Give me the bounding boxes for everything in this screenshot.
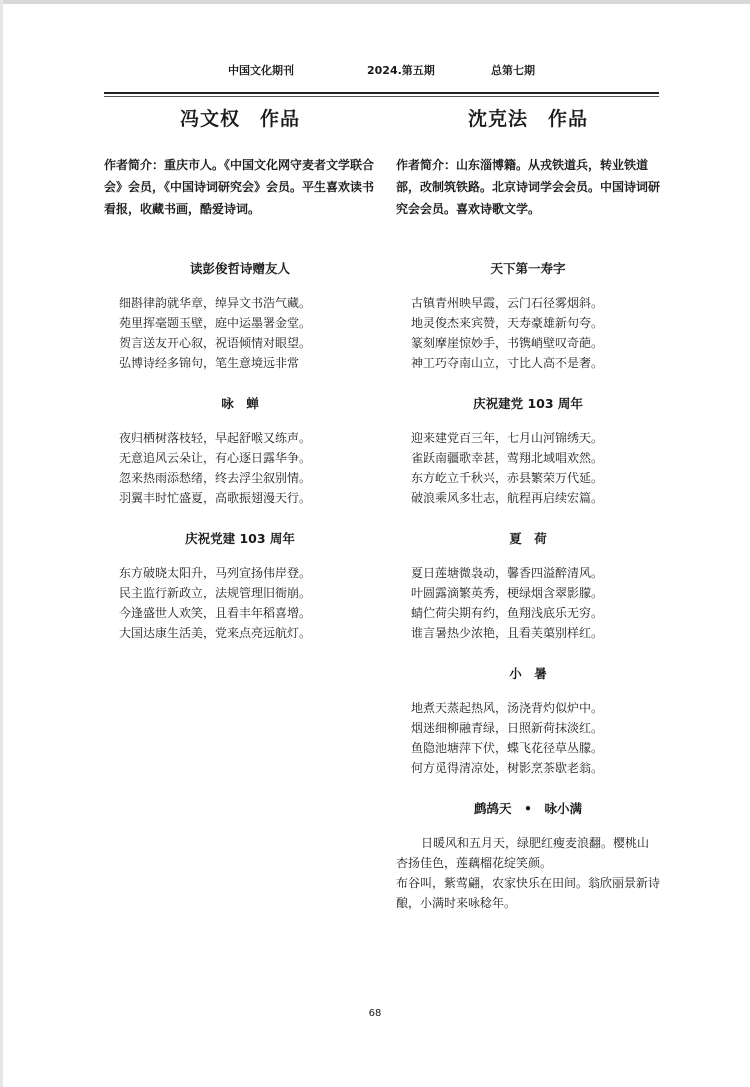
poem — [396, 664, 660, 778]
left-column — [104, 100, 376, 643]
header-rule-thin — [104, 96, 659, 97]
poem — [104, 259, 376, 373]
left-author-bio: 作者简介：重庆市人。《中国文化网守麦者文学联合会》会员，《中国诗词研究会》会员。平生喜欢读书看报，收藏书画，酷爱诗词。 — [104, 158, 375, 216]
poem-line: 谁言暑热少浓艳，且看芙蕖别样红。 — [411, 626, 604, 640]
poem-title: 读彭俊哲诗赠友人 — [189, 261, 290, 276]
poem-title: 庆祝党建 103 周年 — [185, 531, 295, 546]
volume-label: 总第七期 — [491, 64, 535, 77]
poem-body — [396, 563, 660, 643]
header-rule-thick — [104, 92, 659, 94]
poem-line: 地灵俊杰来宾赞，天寿豪雄新句夸。 — [411, 316, 604, 330]
poem-line: 无意追风云朵让，有心逐日露华争。 — [119, 451, 312, 465]
poem-line: 古镇青州映早霞，云门石径雾烟斜。 — [411, 296, 604, 310]
ci-poem — [396, 799, 660, 913]
poem-line: 细斟律韵就华章，绰异文书浩气藏。 — [119, 296, 312, 310]
left-author-title: 冯文权 作品 — [179, 108, 300, 130]
poem-line: 弘博诗经多锦句，笔生意境远非常 — [119, 356, 300, 370]
poem — [104, 394, 376, 508]
poem-line: 篆刻摩崖惊妙手，书镌峭壁叹奇葩。 — [411, 336, 604, 350]
poem-line: 蜻伫荷尖期有约，鱼翔浅底乐无穷。 — [411, 606, 604, 620]
poem-line: 鱼隐池塘萍下伏，蝶飞花径草丛朦。 — [411, 741, 604, 755]
poem — [396, 529, 660, 643]
poem-body — [396, 428, 660, 508]
right-column — [396, 100, 660, 913]
poem-body — [396, 698, 660, 778]
poem-title: 咏 蝉 — [221, 396, 259, 411]
poem — [396, 259, 660, 373]
poem-line: 贺言送友开心叙，祝语倾情对眼望。 — [119, 336, 312, 350]
issue-label: 2024.第五期 — [367, 64, 435, 77]
poem-body — [104, 563, 376, 643]
ci-stanza: 布谷叫，紫莺翩，农家快乐在田间。翁欣丽景新诗酿，小满时来咏稔年。 — [396, 876, 661, 910]
poem-line: 地煮天蒸起热风，汤浇背灼似炉中。 — [411, 701, 604, 715]
poem-line: 今逢盛世人欢笑，且看丰年稻喜增。 — [119, 606, 312, 620]
right-author-bio: 作者简介：山东淄博籍。从戎铁道兵，转业铁道部，改制筑铁路。北京诗词学会会员。中国诗词研究会会员。喜欢诗歌文学。 — [396, 158, 661, 216]
poem — [396, 394, 660, 508]
poem-title: 庆祝建党 103 周年 — [473, 396, 583, 411]
running-header — [0, 62, 750, 78]
page-left-edge — [0, 0, 3, 1087]
poem-line: 迎来建党百三年，七月山河锦绣天。 — [411, 431, 604, 445]
poem — [104, 529, 376, 643]
poem-title: 夏 荷 — [509, 531, 547, 546]
poem-line: 夏日莲塘微袅动，馨香四溢醉清风。 — [411, 566, 604, 580]
poem-line: 苑里挥毫题玉壁，庭中运墨署金堂。 — [119, 316, 312, 330]
poem-body — [104, 428, 376, 508]
poem-line: 羽翼丰时忙盛夏，高歌振翅漫天行。 — [119, 491, 312, 505]
page-top-edge — [0, 0, 750, 4]
page-number: 68 — [368, 1008, 382, 1019]
poem-line: 破浪乘风多壮志，航程再启续宏篇。 — [411, 491, 604, 505]
poem-line: 大国达康生活美，党来点亮远航灯。 — [119, 626, 312, 640]
poem-line: 神工巧夺南山立，寸比人高不是奢。 — [411, 356, 604, 370]
poem-line: 雀跃南疆歌幸甚，莺翔北域唱欢然。 — [411, 451, 604, 465]
poem-body — [104, 293, 376, 373]
poem-line: 东方破晓太阳升，马列宣扬伟岸登。 — [119, 566, 312, 580]
poem-line: 民主监行新政立，法规管理旧衙崩。 — [119, 586, 312, 600]
ci-title: 鹧鸪天 • 咏小满 — [474, 801, 582, 816]
poem-line: 叶圆露滴繁英秀，梗绿烟含翠影朦。 — [411, 586, 604, 600]
poem-body — [396, 293, 660, 373]
journal-name: 中国文化期刊 — [228, 64, 294, 77]
poem-title: 小 暑 — [509, 666, 547, 681]
ci-body — [396, 833, 660, 913]
poem-line: 何方觅得清凉处，树影烹茶歇老翁。 — [411, 761, 604, 775]
poem-line: 东方屹立千秋兴，赤县繁荣万代延。 — [411, 471, 604, 485]
ci-stanza: 日暖风和五月天，绿肥红瘦麦浪翻。樱桃山杏扬佳色，莲藕榴花绽笑颜。 — [396, 836, 650, 870]
poem-line: 烟迷细柳融青绿，日照新荷抹淡红。 — [411, 721, 604, 735]
poem-line: 忽来热雨添愁绪，终去浮尘叙别情。 — [119, 471, 312, 485]
right-author-title: 沈克法 作品 — [467, 108, 588, 130]
poem-line: 夜归栖树落枝轻，早起舒喉又练声。 — [119, 431, 312, 445]
poem-title: 天下第一寿字 — [490, 261, 566, 276]
